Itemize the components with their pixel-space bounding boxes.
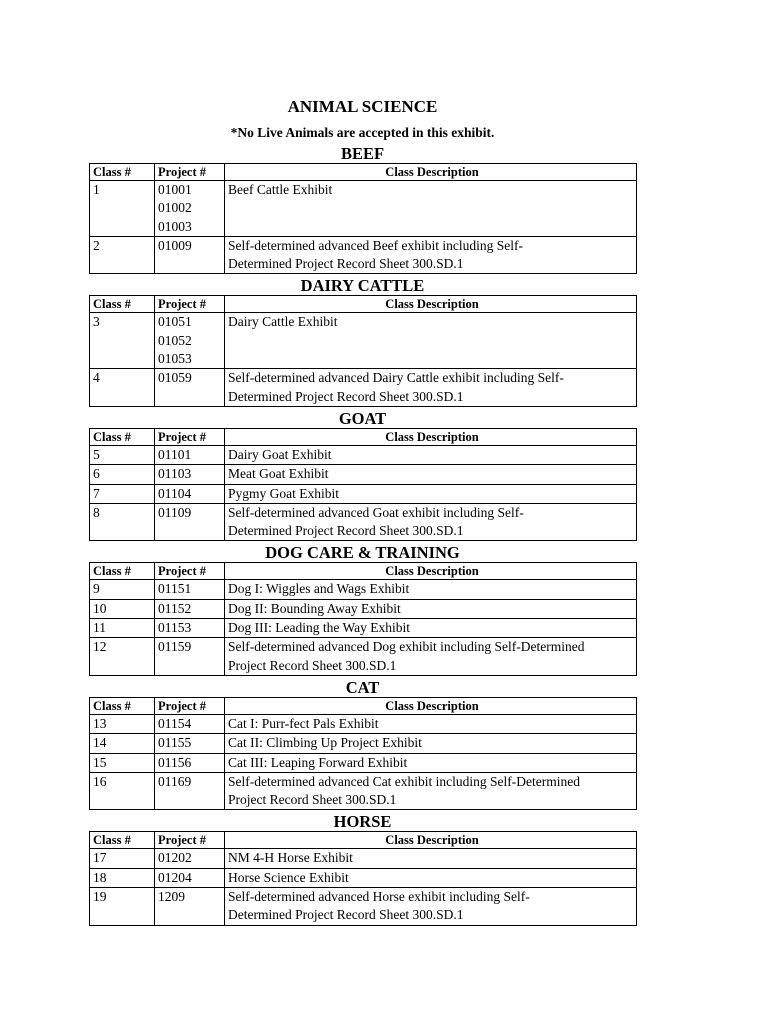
table-row [90,313,637,369]
table-row [90,484,637,503]
class-table [89,163,637,274]
project-numbers [155,638,225,676]
project-numbers [155,503,225,541]
table-row [90,619,637,638]
description-line: Self-determined advanced Dog exhibit including Self-Determined [228,639,585,655]
table-row [90,599,637,618]
project-number: 01104 [158,485,192,501]
project-numbers [155,714,225,733]
project-numbers [155,753,225,772]
class-number: 10 [90,599,155,618]
project-number: 01051 [158,314,192,330]
project-number: 01101 [158,446,192,462]
class-number: 7 [90,484,155,503]
class-number: 8 [90,503,155,541]
project-number: 01153 [158,620,192,636]
project-numbers [155,445,225,464]
project-numbers [155,580,225,599]
table-row [90,181,637,237]
description-header: Class Description [225,164,637,181]
project-numbers [155,465,225,484]
table-row [90,465,637,484]
class-number: 2 [90,236,155,274]
project-number: 01204 [158,869,192,885]
class-description [225,714,637,733]
project-numbers [155,619,225,638]
project-numbers [155,868,225,887]
table-row [90,445,637,464]
class-number: 18 [90,868,155,887]
class-description [225,753,637,772]
description-line: Beef Cattle Exhibit [228,182,333,197]
section-title: DOG CARE & TRAINING [265,543,460,563]
section-title: BEEF [340,144,385,163]
sections-container [89,145,636,926]
project-number: 1209 [158,889,185,905]
class-number: 19 [90,888,155,926]
table-row [90,888,637,926]
description-line: NM 4-H Horse Exhibit [228,850,353,866]
description-line: Meat Goat Exhibit [228,466,329,482]
description-header: Class Description [225,563,637,580]
project-header: Project # [155,296,225,313]
class-header: Class # [90,428,155,445]
description-line: Dog I: Wiggles and Wags Exhibit [228,581,410,597]
description-line: Dairy Cattle Exhibit [228,314,338,330]
section-title: DAIRY CATTLE [300,276,425,296]
description-line: Self-determined advanced Goat exhibit including Self- [228,504,524,520]
project-numbers [155,599,225,618]
section-title: HORSE [333,812,392,832]
header-row [90,832,637,849]
header-row [90,563,637,580]
page-title: ANIMAL SCIENCE [287,97,438,116]
class-description [225,465,637,484]
project-number: 01202 [158,850,192,866]
section-horse [89,813,636,925]
header-row [90,164,637,181]
description-line: Determined Project Record Sheet 300.SD.1 [228,523,464,539]
table-row [90,638,637,676]
class-number: 13 [90,714,155,733]
section-dairy-cattle [89,277,636,406]
class-number: 5 [90,445,155,464]
description-line: Dairy Goat Exhibit [228,446,332,462]
description-header: Class Description [225,697,637,714]
project-numbers [155,484,225,503]
table-row [90,369,637,407]
project-header: Project # [155,164,225,181]
document [89,96,636,926]
description-line: Determined Project Record Sheet 300.SD.1 [228,388,464,404]
class-number: 1 [90,181,155,237]
description-line: Pygmy Goat Exhibit [228,485,339,501]
project-numbers [155,313,225,369]
project-number: 01052 [158,332,192,348]
project-number: 01001 [158,182,192,197]
project-number: 01109 [158,504,192,520]
class-description [225,599,637,618]
class-table [89,697,637,810]
class-header: Class # [90,697,155,714]
project-header: Project # [155,832,225,849]
class-number: 11 [90,619,155,638]
description-line: Self-determined advanced Beef exhibit including Self- [228,237,524,253]
description-line: Determined Project Record Sheet 300.SD.1 [228,907,464,923]
class-number: 6 [90,465,155,484]
project-numbers [155,772,225,810]
project-numbers [155,369,225,407]
description-header: Class Description [225,832,637,849]
class-description [225,580,637,599]
header-row [90,296,637,313]
class-table [89,831,637,925]
table-row [90,868,637,887]
class-header: Class # [90,832,155,849]
project-number: 01059 [158,370,192,386]
class-description [225,849,637,868]
description-line: Cat III: Leaping Forward Exhibit [228,754,408,770]
table-row [90,734,637,753]
project-numbers [155,181,225,237]
class-header: Class # [90,563,155,580]
project-number: 01009 [158,237,192,253]
project-number: 01003 [158,218,192,234]
class-description [225,734,637,753]
project-numbers [155,849,225,868]
class-number: 3 [90,313,155,369]
project-number: 01154 [158,715,192,731]
project-number: 01155 [158,735,192,751]
class-description [225,236,637,274]
description-line: Project Record Sheet 300.SD.1 [228,657,397,673]
description-line: Cat II: Climbing Up Project Exhibit [228,735,422,751]
description-header: Class Description [225,428,637,445]
class-number: 16 [90,772,155,810]
class-description [225,181,637,237]
class-number: 9 [90,580,155,599]
project-number: 01169 [158,773,192,789]
section-title: GOAT [338,408,387,428]
project-numbers [155,734,225,753]
table-row [90,714,637,733]
project-numbers [155,888,225,926]
class-table [89,295,637,406]
section-goat [89,410,636,541]
class-table [89,562,637,675]
header-row [90,697,637,714]
project-number: 01159 [158,639,192,655]
class-description [225,638,637,676]
table-row [90,580,637,599]
class-number: 14 [90,734,155,753]
description-line: Self-determined advanced Horse exhibit including Self- [228,889,530,905]
table-row [90,503,637,541]
table-row [90,849,637,868]
class-number: 12 [90,638,155,676]
description-header: Class Description [225,296,637,313]
class-description [225,619,637,638]
table-row [90,753,637,772]
description-line: Self-determined advanced Cat exhibit including Self-Determined [228,773,581,789]
project-number: 01156 [158,754,192,770]
class-description [225,503,637,541]
class-description [225,888,637,926]
table-row [90,772,637,810]
class-description [225,369,637,407]
class-description [225,313,637,369]
class-number: 4 [90,369,155,407]
class-number: 17 [90,849,155,868]
description-line: Project Record Sheet 300.SD.1 [228,792,397,808]
project-number: 01053 [158,351,192,367]
exhibit-note: *No Live Animals are accepted in this exhibit. [230,125,495,140]
project-header: Project # [155,563,225,580]
class-description [225,772,637,810]
section-title: CAT [345,677,380,697]
section-dog-care-training [89,544,636,675]
description-line: Determined Project Record Sheet 300.SD.1 [228,256,464,272]
project-number: 01002 [158,200,192,216]
description-line: Self-determined advanced Dairy Cattle exhibit including Self- [228,370,564,386]
section-cat [89,679,636,810]
project-numbers [155,236,225,274]
project-number: 01152 [158,600,192,616]
project-number: 01103 [158,466,192,482]
section-beef [89,145,636,274]
class-number: 15 [90,753,155,772]
project-header: Project # [155,697,225,714]
table-row [90,236,637,274]
class-header: Class # [90,164,155,181]
header-row [90,428,637,445]
description-line: Dog III: Leading the Way Exhibit [228,620,410,636]
description-line: Cat I: Purr-fect Pals Exhibit [228,715,379,731]
description-line: Dog II: Bounding Away Exhibit [228,600,401,616]
class-header: Class # [90,296,155,313]
class-table [89,428,637,541]
project-number: 01151 [158,581,192,597]
description-line: Horse Science Exhibit [228,869,349,885]
project-header: Project # [155,428,225,445]
class-description [225,868,637,887]
class-description [225,445,637,464]
class-description [225,484,637,503]
